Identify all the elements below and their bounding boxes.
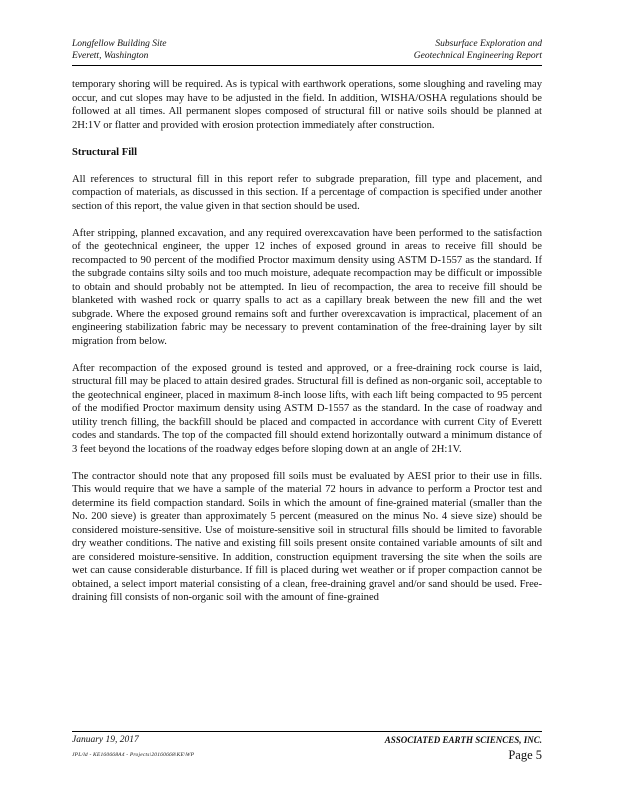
body-paragraph-1: All references to structural fill in this report refer to subgrade preparation, fill type and placement, and compaction of materials, as discussed in this section. If a percentage of compaction is specified under another section of this report, the value given in that section should be used. xyxy=(72,173,542,212)
page-number: Page 5 xyxy=(508,748,542,762)
header-report-title-line2: Geotechnical Engineering Report xyxy=(413,51,542,61)
header-report-title-line1: Subsurface Exploration and xyxy=(435,39,542,49)
body-paragraph-4: The contractor should note that any proposed fill soils must be evaluated by AESI prior to their use in fills. This would require that we have a sample of the material 72 hours in advance to perform a Proctor test and determine its field compaction standard. Soils in which the amount of fine-grained material (smaller than the No. 200 sieve) is greater than approximately 5 percent (measured on the minus No. 4 sieve size) should be considered moisture-sensitive. Use of moisture-sensitive soil in structural fills should be limited to favorable dry weather conditions. The native and existing fill soils present onsite contained variable amounts of silt and are considered moisture-sensitive. In addition, construction equipment traversing the site when the soils are wet can cause considerable disturbance. If fill is placed during wet weather or if proper compaction cannot be obtained, a select import material consisting of a clean, free-draining gravel and/or sand should be used. Free-draining fill consists of non-organic soil with the amount of fine-grained xyxy=(72,470,542,603)
footer-rule xyxy=(72,731,542,732)
section-heading: Structural Fill xyxy=(72,146,138,158)
footer-date: January 19, 2017 xyxy=(72,735,139,745)
header-project-name: Longfellow Building Site xyxy=(72,39,167,49)
header-project-info xyxy=(72,38,166,62)
body-paragraph-2: After stripping, planned excavation, and any required overexcavation have been performed to the satisfaction of the geotechnical engineer, the upper 12 inches of exposed ground in areas to receive fill should be recompacted to 90 percent of the modified Proctor maximum density using ASTM D-1557 as the standard. If the subgrade contains silty soils and too much moisture, adequate recompaction may be difficult or impossible to obtain and should probably not be attempted. In lieu of recompaction, the area to receive fill should be blanketed with washed rock or quarry spalls to act as a capillary break between the new fill and the wet subgrade. Where the exposed ground remains soft and further overexcavation is impractical, placement of an engineering stabilization fabric may be necessary to prevent contamination of the free-draining layer by silt migration from below. xyxy=(72,227,542,347)
header-rule xyxy=(72,65,542,66)
body-paragraph-3: After recompaction of the exposed ground is tested and approved, or a free-draining rock course is laid, structural fill may be placed to attain desired grades. Structural fill is defined as non-organic soil, acceptable to the geotechnical engineer, placed in maximum 8-inch loose lifts, with each lift being compacted to 95 percent of the modified Proctor maximum density using ASTM D-1557 as the standard. In the case of roadway and utility trench filling, the backfill should be placed and compacted in accordance with current City of Everett codes and standards. The top of the compacted fill should extend horizontally outward a minimum distance of 3 feet beyond the locations of the roadway edges before sloping down at an angle of 2H:1V. xyxy=(72,362,542,455)
footer-file-reference: JPL/ld - KE160668A4 - Projects\20160668\KE\WP xyxy=(72,752,195,758)
intro-paragraph: temporary shoring will be required. As is typical with earthwork operations, some sloughing and raveling may occur, and cut slopes may have to be adjusted in the field. In addition, WISHA/OSHA regulations should be followed at all times. All permanent slopes composed of structural fill or native soils should be planned at 2H:1V or flatter and provided with erosion protection immediately after construction. xyxy=(72,79,542,131)
page-body xyxy=(72,78,542,618)
header-report-title xyxy=(414,38,542,62)
footer-company-name: ASSOCIATED EARTH SCIENCES, INC. xyxy=(384,735,542,745)
header-project-location: Everett, Washington xyxy=(72,51,149,61)
